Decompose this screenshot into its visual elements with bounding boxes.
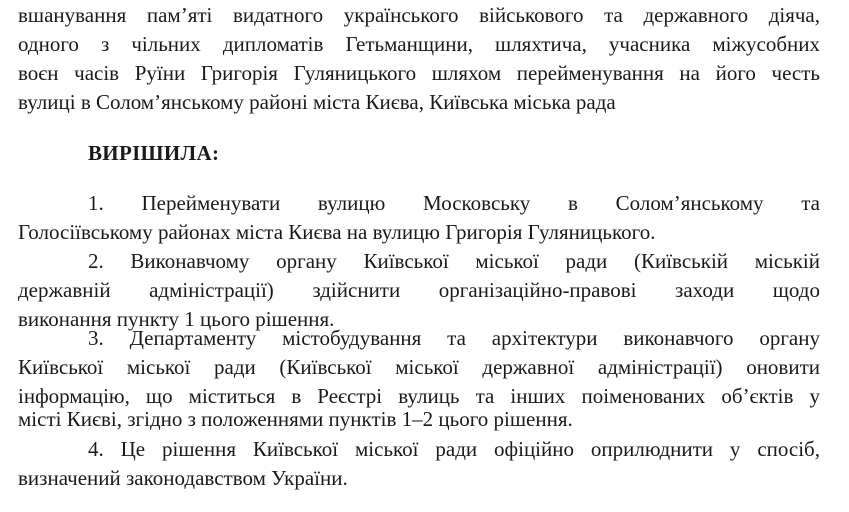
item-3-line: 3. Департаменту містобудування та архітектури виконавчого органу: [88, 326, 820, 350]
item-3-line: Київської міської ради (Київської міської державної адміністрації) оновити: [18, 355, 820, 379]
decision-heading: ВИРІШИЛА:: [88, 141, 220, 165]
preamble-line: вшанування пам’яті видатного українського військового та державного діяча,: [18, 3, 820, 27]
item-4-line: 4. Це рішення Київської міської ради офіційно оприлюднити у спосіб,: [88, 437, 820, 461]
item-4-line: визначений законодавством України.: [18, 466, 348, 490]
item-2-line: державній адміністрації) здійснити організаційно-правові заходи щодо: [18, 278, 820, 302]
preamble-line: воєн часів Руїни Григорія Гуляницького шляхом перейменування на його честь: [18, 61, 820, 85]
item-3-line: місті Києві, згідно з положеннями пунктів 1–2 цього рішення.: [18, 407, 573, 431]
item-2-line: 2. Виконавчому органу Київської міської ради (Київській міській: [88, 249, 820, 273]
item-2-line: виконання пункту 1 цього рішення.: [18, 307, 335, 331]
item-3-line: інформацію, що міститься в Реєстрі вулиць та інших поіменованих об’єктів у: [18, 384, 820, 408]
preamble-line: вулиці в Солом’янському районі міста Києва, Київська міська рада: [18, 90, 616, 114]
item-1-line: 1. Перейменувати вулицю Московську в Солом’янському та: [88, 191, 820, 215]
preamble-line: одного з чільних дипломатів Гетьманщини, шляхтича, учасника міжусобних: [18, 32, 820, 56]
item-1-line: Голосіївському районах міста Києва на вулицю Григорія Гуляницького.: [18, 220, 656, 244]
